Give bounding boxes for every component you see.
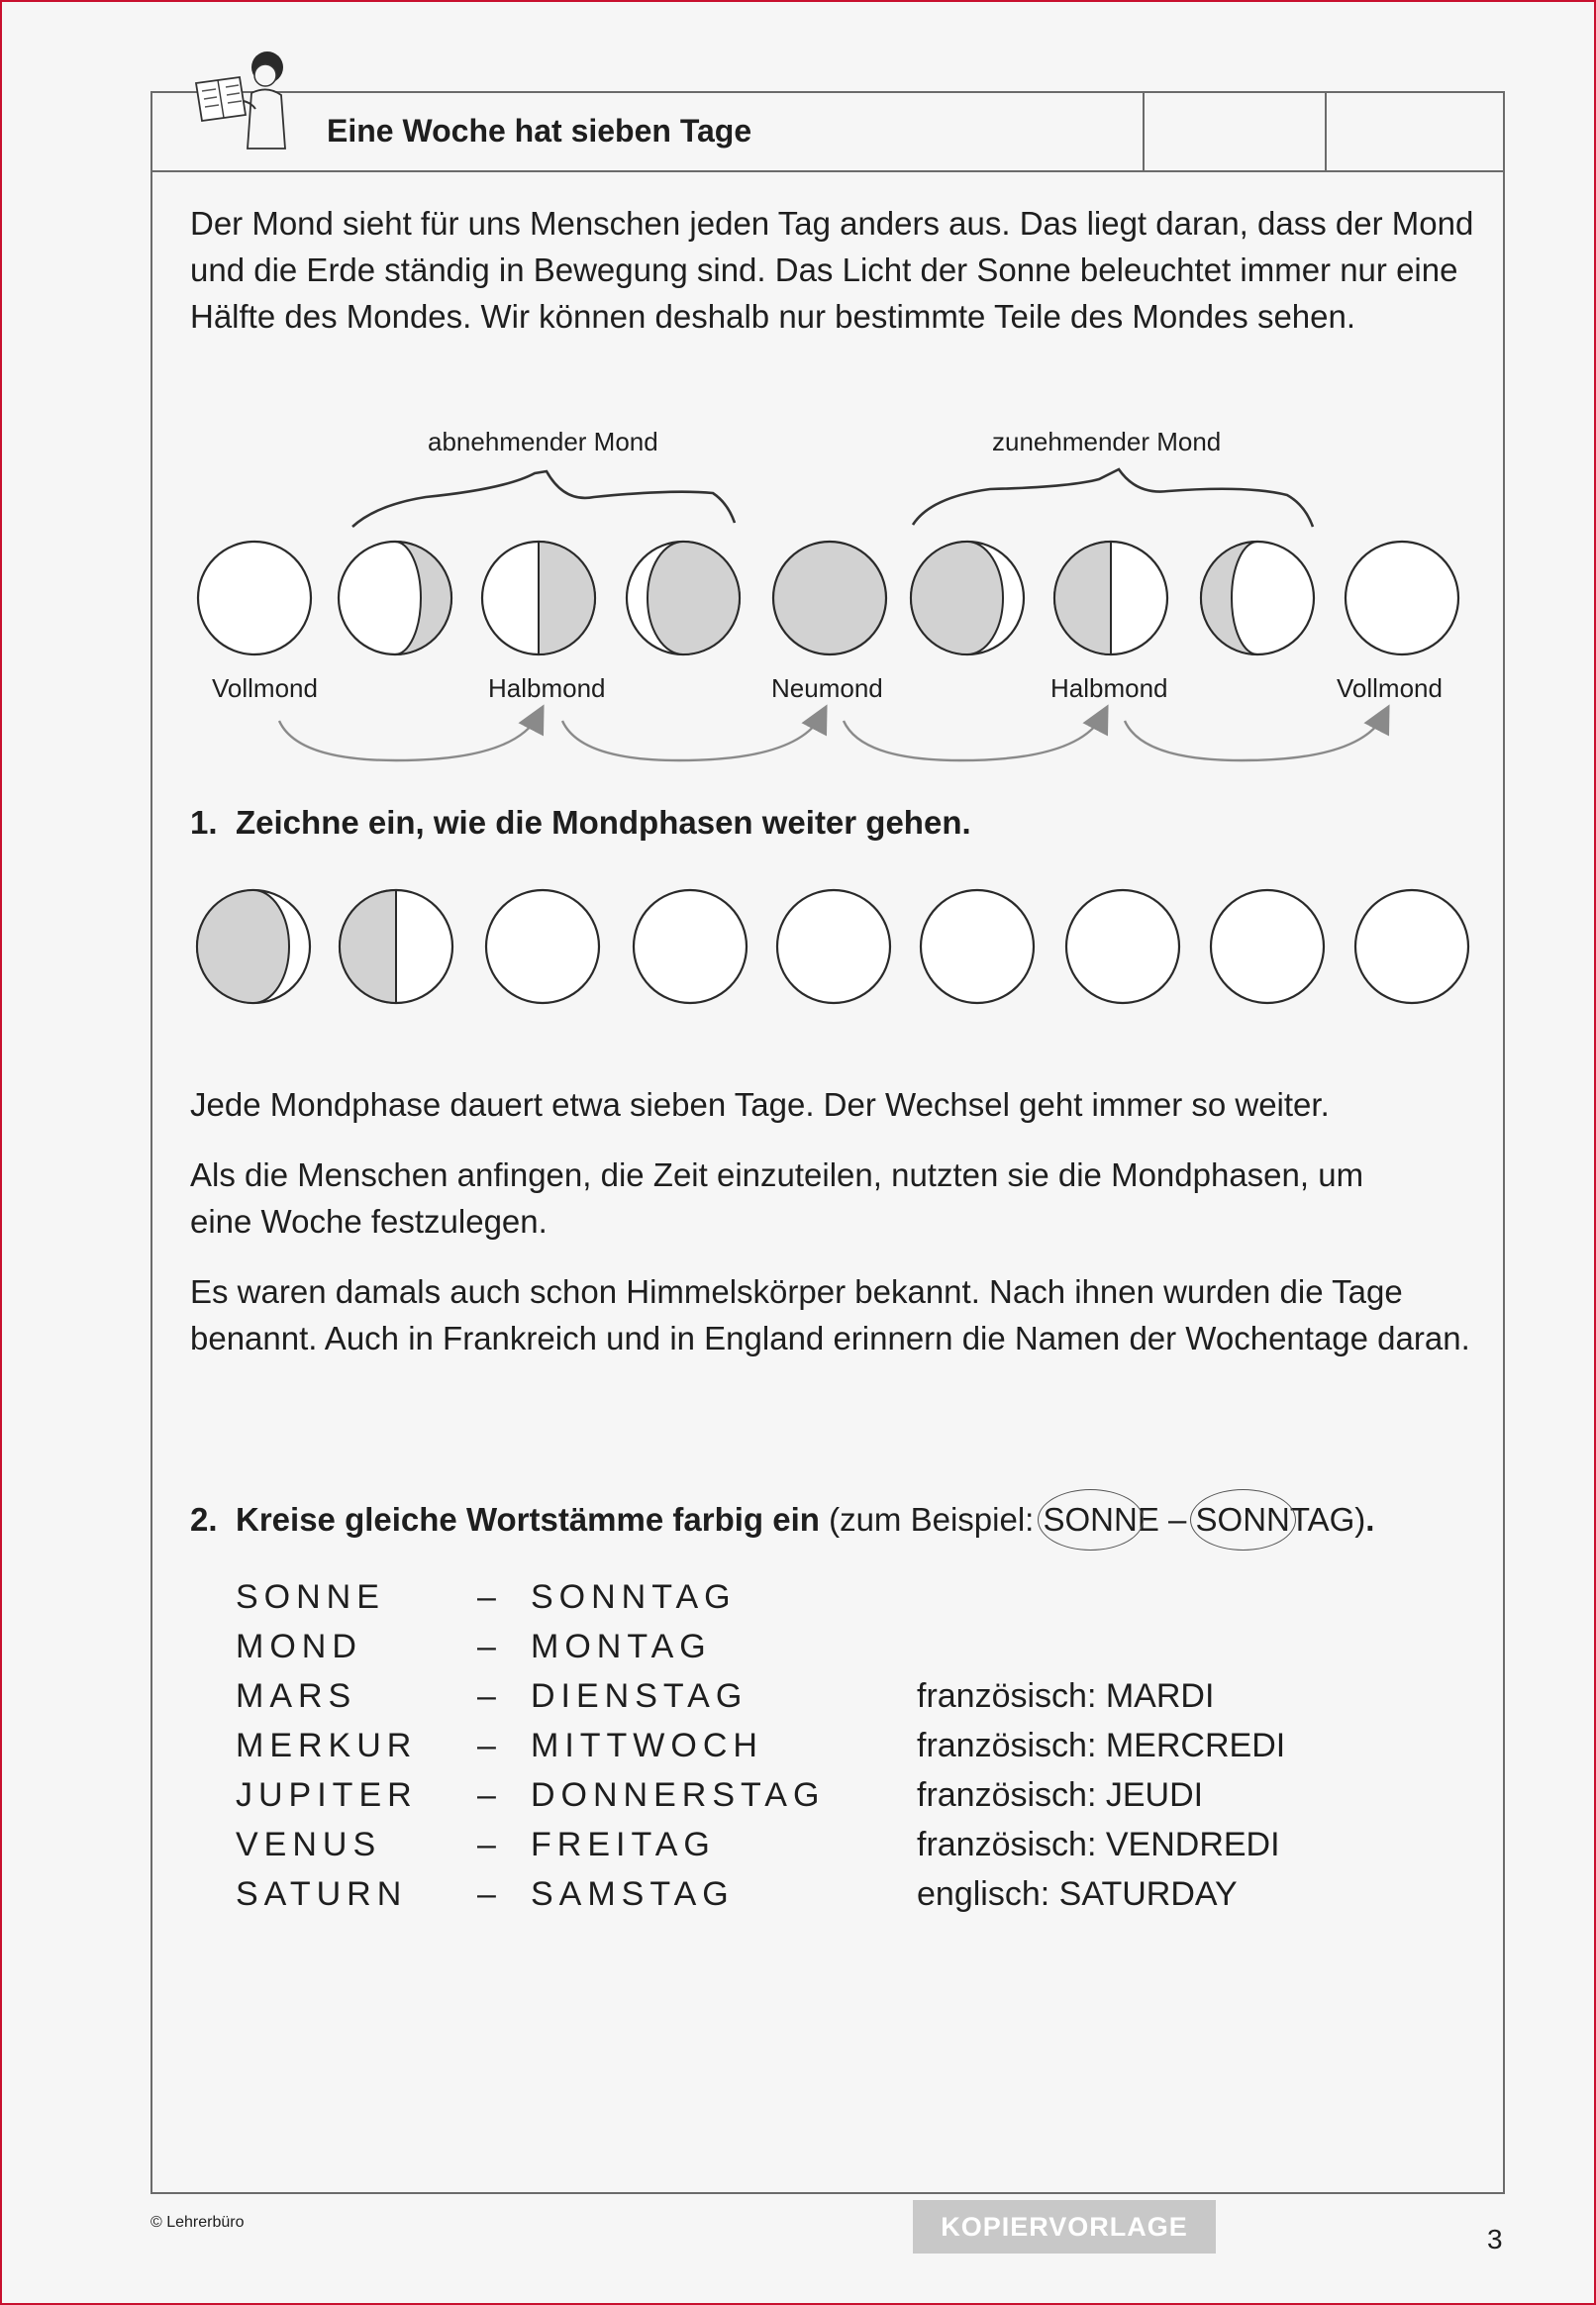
- task-2: 2. Kreise gleiche Wortstämme farbig ein (zum Beispiel: SONNE – SONNTAG).: [190, 1501, 1375, 1538]
- weekday-word[interactable]: MONTAG: [531, 1627, 712, 1665]
- foreign-weekday: französisch: JEUDI: [917, 1775, 1204, 1814]
- dash: –: [477, 1874, 496, 1913]
- copy-template-badge: KOPIERVORLAGE: [913, 2200, 1216, 2254]
- empty-moon-circle[interactable]: [1211, 890, 1324, 1003]
- example-text: (zum Beispiel: SONNE – SONNTAG): [829, 1501, 1366, 1538]
- weekday-word[interactable]: FREITAG: [531, 1825, 716, 1863]
- planet-word[interactable]: SATURN: [236, 1874, 408, 1913]
- empty-moon-circle[interactable]: [777, 890, 890, 1003]
- moon-waxing-crescent: [911, 542, 1024, 654]
- moon-new: [773, 542, 886, 654]
- word-row: [236, 1671, 1285, 1721]
- foreign-weekday: französisch: VENDREDI: [917, 1825, 1280, 1863]
- foreign-weekday: französisch: MARDI: [917, 1676, 1215, 1715]
- dash: –: [477, 1775, 496, 1814]
- moon-half: [482, 542, 595, 654]
- task-number: 1.: [190, 804, 218, 841]
- moon-drawing-row: [0, 852, 1596, 1089]
- empty-moon-circle[interactable]: [486, 890, 599, 1003]
- word-row: [236, 1622, 1285, 1671]
- task-instruction: Kreise gleiche Wortstämme farbig ein: [236, 1501, 820, 1538]
- foreign-weekday: [917, 1622, 1285, 1671]
- arrow-curve: [844, 715, 1103, 760]
- word-row: [236, 1869, 1285, 1919]
- phase-label-half: Halbmond: [488, 673, 606, 703]
- dash: –: [477, 1676, 496, 1715]
- brace-waning: [352, 471, 735, 527]
- planet-word[interactable]: MARS: [236, 1676, 357, 1715]
- planet-word[interactable]: MERKUR: [236, 1726, 418, 1764]
- phase-label-half: Halbmond: [1050, 673, 1168, 703]
- planet-word[interactable]: VENUS: [236, 1825, 382, 1863]
- empty-moon-circle[interactable]: [921, 890, 1034, 1003]
- moon-waning-crescent: [627, 542, 740, 654]
- copyright: © Lehrerbüro: [150, 2214, 245, 2231]
- page-title: Eine Woche hat sieben Tage: [327, 113, 752, 149]
- circled-stem: SONN: [1043, 1501, 1138, 1538]
- dash: –: [477, 1726, 496, 1764]
- weekday-word[interactable]: DONNERSTAG: [531, 1775, 826, 1814]
- task-1: [190, 804, 971, 842]
- phase-label-new: Neumond: [771, 673, 883, 703]
- page-number: 3: [1487, 2224, 1503, 2255]
- word-row: [236, 1820, 1285, 1869]
- moon-full: [198, 542, 311, 654]
- weekday-word[interactable]: SAMSTAG: [531, 1874, 735, 1913]
- paragraph: Es waren damals auch schon Himmelskörper bekannt. Nach ihnen wurden die Tage benannt. Auch in Frankreich und in England erinnern die Namen der Wochentage daran.: [190, 1273, 1470, 1356]
- brace-label-waning: abnehmender Mond: [428, 427, 658, 456]
- empty-moon-circle[interactable]: [634, 890, 747, 1003]
- foreign-weekday: [917, 1572, 1285, 1622]
- moon-waning-gibbous: [339, 542, 451, 654]
- brace-waxing: [913, 469, 1313, 527]
- arrow-curve: [279, 715, 539, 760]
- phase-label-full: Vollmond: [1337, 673, 1443, 703]
- arrow-curve: [562, 715, 822, 760]
- word-row: [236, 1721, 1285, 1770]
- arrow-curve: [1125, 715, 1384, 760]
- moon-waxing-gibbous: [1201, 542, 1314, 654]
- intro-paragraph: Der Mond sieht für uns Menschen jeden Tag anders aus. Das liegt daran, dass der Mond und die Erde ständig in Bewegung sind. Das Licht der Sonne beleuchtet immer nur eine Hälfte des Mondes. Wir können deshalb nur bestimmte Teile des Mondes sehen.: [190, 205, 1474, 335]
- planet-word[interactable]: JUPITER: [236, 1775, 418, 1814]
- planet-word[interactable]: MOND: [236, 1627, 362, 1665]
- planet-word[interactable]: SONNE: [236, 1577, 385, 1616]
- moon-full: [1346, 542, 1458, 654]
- brace-label-waxing: zunehmender Mond: [992, 427, 1222, 456]
- moon-half: [1054, 542, 1167, 654]
- paragraph: Jede Mondphase dauert etwa sieben Tage. Der Wechsel geht immer so weiter.: [190, 1086, 1330, 1123]
- word-row: [236, 1770, 1285, 1820]
- foreign-weekday: französisch: MERCREDI: [917, 1726, 1286, 1764]
- word-stem-table: [236, 1572, 1285, 1919]
- dash: –: [477, 1627, 496, 1665]
- empty-moon-circle[interactable]: [1355, 890, 1468, 1003]
- task-instruction: Zeichne ein, wie die Mondphasen weiter gehen.: [236, 804, 971, 841]
- weekday-word[interactable]: SONNTAG: [531, 1577, 737, 1616]
- moon-example-half: [340, 890, 452, 1003]
- empty-moon-circle[interactable]: [1066, 890, 1179, 1003]
- task-number: 2.: [190, 1501, 218, 1538]
- phase-label-full: Vollmond: [212, 673, 318, 703]
- dash: –: [477, 1825, 496, 1863]
- weekday-word[interactable]: MITTWOCH: [531, 1726, 763, 1764]
- foreign-weekday: englisch: SATURDAY: [917, 1874, 1238, 1913]
- paragraph: Als die Menschen anfingen, die Zeit einzuteilen, nutzten sie die Mondphasen, um eine Woche festzulegen.: [190, 1156, 1364, 1240]
- moon-example-gibbous: [197, 890, 310, 1003]
- dash: –: [477, 1577, 496, 1616]
- circled-stem: SONN: [1195, 1501, 1290, 1538]
- weekday-word[interactable]: DIENSTAG: [531, 1676, 748, 1715]
- word-row: [236, 1572, 1285, 1622]
